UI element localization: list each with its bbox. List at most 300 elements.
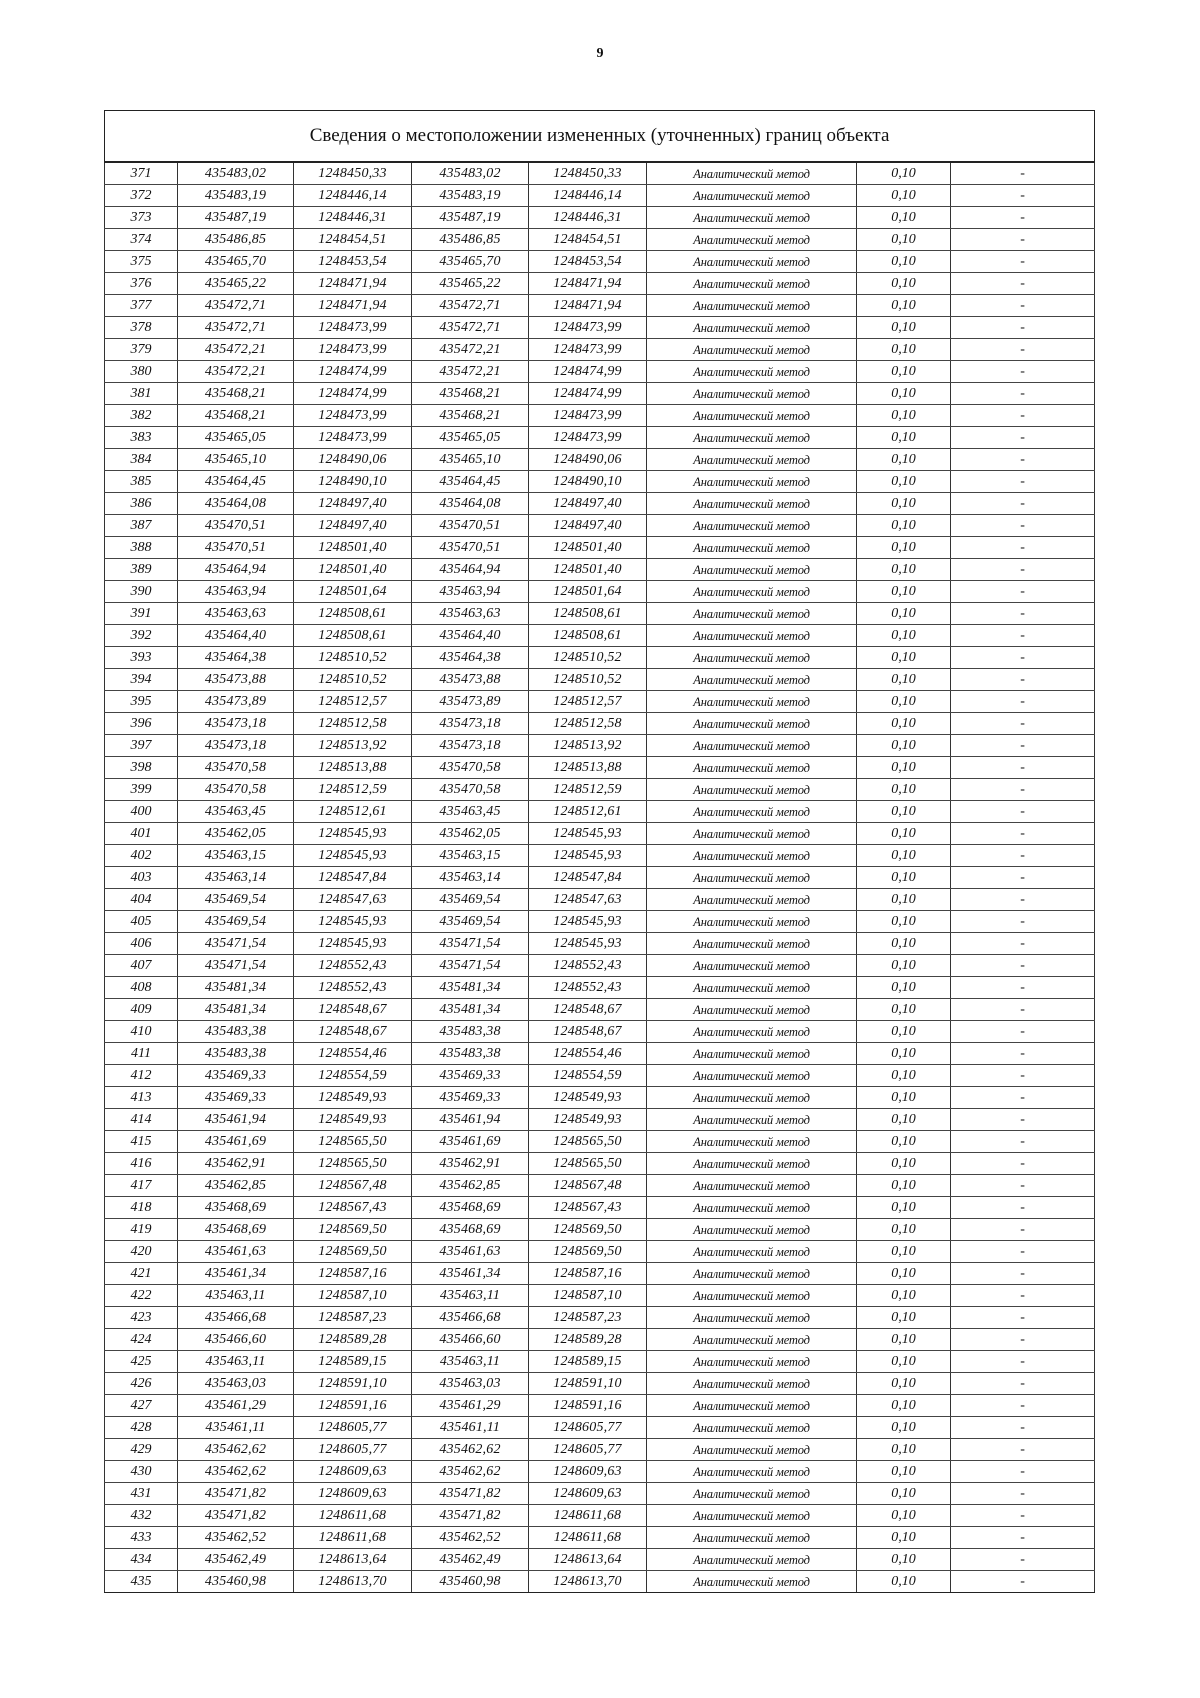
cell-y-new: 1248613,70: [529, 1571, 647, 1593]
cell-x-new: 435462,49: [412, 1549, 529, 1571]
table-row: [105, 1461, 1095, 1483]
cell-y-new: 1248497,40: [529, 493, 647, 515]
cell-method: Аналитический метод: [647, 933, 857, 955]
cell-x-existing: 435471,54: [178, 933, 294, 955]
cell-description: -: [951, 1109, 1095, 1131]
cell-accuracy: 0,10: [857, 889, 951, 911]
cell-method: Аналитический метод: [647, 1417, 857, 1439]
cell-y-new: 1248512,61: [529, 801, 647, 823]
table-row: [105, 1373, 1095, 1395]
cell-accuracy: 0,10: [857, 207, 951, 229]
cell-description: -: [951, 1197, 1095, 1219]
cell-x-new: 435465,70: [412, 251, 529, 273]
cell-accuracy: 0,10: [857, 691, 951, 713]
cell-description: -: [951, 977, 1095, 999]
cell-accuracy: 0,10: [857, 405, 951, 427]
cell-y-new: 1248508,61: [529, 625, 647, 647]
cell-method: Аналитический метод: [647, 1109, 857, 1131]
cell-x-existing: 435464,38: [178, 647, 294, 669]
cell-x-new: 435471,82: [412, 1505, 529, 1527]
cell-point-number: 372: [105, 185, 178, 207]
cell-y-new: 1248471,94: [529, 273, 647, 295]
cell-y-new: 1248609,63: [529, 1461, 647, 1483]
cell-method: Аналитический метод: [647, 1131, 857, 1153]
cell-point-number: 380: [105, 361, 178, 383]
cell-x-existing: 435461,11: [178, 1417, 294, 1439]
cell-point-number: 398: [105, 757, 178, 779]
cell-y-new: 1248490,06: [529, 449, 647, 471]
cell-x-new: 435483,02: [412, 162, 529, 185]
cell-accuracy: 0,10: [857, 1043, 951, 1065]
cell-y-new: 1248611,68: [529, 1527, 647, 1549]
cell-description: -: [951, 889, 1095, 911]
cell-point-number: 373: [105, 207, 178, 229]
cell-method: Аналитический метод: [647, 1285, 857, 1307]
cell-method: Аналитический метод: [647, 405, 857, 427]
cell-description: -: [951, 1087, 1095, 1109]
cell-x-new: 435486,85: [412, 229, 529, 251]
cell-y-new: 1248508,61: [529, 603, 647, 625]
cell-x-existing: 435463,94: [178, 581, 294, 603]
cell-y-new: 1248569,50: [529, 1219, 647, 1241]
cell-point-number: 388: [105, 537, 178, 559]
cell-x-new: 435469,33: [412, 1065, 529, 1087]
cell-y-new: 1248547,63: [529, 889, 647, 911]
cell-method: Аналитический метод: [647, 1395, 857, 1417]
cell-description: -: [951, 647, 1095, 669]
cell-x-new: 435468,21: [412, 383, 529, 405]
cell-y-existing: 1248454,51: [294, 229, 412, 251]
cell-x-existing: 435465,70: [178, 251, 294, 273]
table-row: [105, 713, 1095, 735]
cell-description: -: [951, 1131, 1095, 1153]
cell-x-existing: 435471,82: [178, 1483, 294, 1505]
cell-accuracy: 0,10: [857, 933, 951, 955]
cell-accuracy: 0,10: [857, 845, 951, 867]
cell-x-existing: 435483,38: [178, 1021, 294, 1043]
table-row: [105, 339, 1095, 361]
cell-accuracy: 0,10: [857, 493, 951, 515]
cell-x-new: 435471,54: [412, 933, 529, 955]
cell-description: -: [951, 1329, 1095, 1351]
cell-x-new: 435466,68: [412, 1307, 529, 1329]
cell-x-existing: 435483,19: [178, 185, 294, 207]
cell-method: Аналитический метод: [647, 845, 857, 867]
cell-x-existing: 435463,14: [178, 867, 294, 889]
cell-method: Аналитический метод: [647, 1263, 857, 1285]
cell-method: Аналитический метод: [647, 559, 857, 581]
table-row: [105, 207, 1095, 229]
table-row: [105, 867, 1095, 889]
cell-y-new: 1248591,10: [529, 1373, 647, 1395]
table-row: [105, 581, 1095, 603]
cell-point-number: 385: [105, 471, 178, 493]
cell-y-existing: 1248471,94: [294, 295, 412, 317]
cell-x-existing: 435462,05: [178, 823, 294, 845]
cell-x-new: 435463,03: [412, 1373, 529, 1395]
cell-y-new: 1248587,10: [529, 1285, 647, 1307]
cell-method: Аналитический метод: [647, 1439, 857, 1461]
cell-method: Аналитический метод: [647, 1351, 857, 1373]
cell-y-new: 1248473,99: [529, 427, 647, 449]
cell-x-new: 435464,94: [412, 559, 529, 581]
cell-x-existing: 435462,49: [178, 1549, 294, 1571]
cell-accuracy: 0,10: [857, 713, 951, 735]
table-row: [105, 1549, 1095, 1571]
cell-description: -: [951, 493, 1095, 515]
cell-y-existing: 1248549,93: [294, 1109, 412, 1131]
cell-description: -: [951, 1153, 1095, 1175]
cell-x-existing: 435470,58: [178, 757, 294, 779]
cell-description: -: [951, 1461, 1095, 1483]
cell-point-number: 389: [105, 559, 178, 581]
cell-x-new: 435463,11: [412, 1351, 529, 1373]
cell-point-number: 393: [105, 647, 178, 669]
cell-description: -: [951, 1395, 1095, 1417]
cell-point-number: 374: [105, 229, 178, 251]
cell-y-existing: 1248545,93: [294, 933, 412, 955]
cell-x-new: 435461,69: [412, 1131, 529, 1153]
cell-method: Аналитический метод: [647, 162, 857, 185]
cell-method: Аналитический метод: [647, 977, 857, 999]
cell-y-existing: 1248569,50: [294, 1241, 412, 1263]
cell-accuracy: 0,10: [857, 1395, 951, 1417]
cell-method: Аналитический метод: [647, 207, 857, 229]
table-row: [105, 1021, 1095, 1043]
cell-x-existing: 435468,21: [178, 383, 294, 405]
cell-y-existing: 1248591,16: [294, 1395, 412, 1417]
table-header-row: [105, 111, 1095, 163]
cell-description: -: [951, 361, 1095, 383]
cell-y-new: 1248545,93: [529, 845, 647, 867]
cell-y-existing: 1248613,70: [294, 1571, 412, 1593]
cell-point-number: 406: [105, 933, 178, 955]
cell-x-existing: 435481,34: [178, 999, 294, 1021]
cell-method: Аналитический метод: [647, 889, 857, 911]
table-row: [105, 889, 1095, 911]
table-row: [105, 537, 1095, 559]
boundary-coordinates-table: [104, 110, 1095, 1593]
cell-description: -: [951, 229, 1095, 251]
cell-x-new: 435472,21: [412, 339, 529, 361]
cell-accuracy: 0,10: [857, 1505, 951, 1527]
cell-x-new: 435468,69: [412, 1219, 529, 1241]
cell-method: Аналитический метод: [647, 1021, 857, 1043]
cell-method: Аналитический метод: [647, 185, 857, 207]
table-row: [105, 1065, 1095, 1087]
cell-x-new: 435465,10: [412, 449, 529, 471]
cell-y-new: 1248513,88: [529, 757, 647, 779]
cell-point-number: 413: [105, 1087, 178, 1109]
cell-y-existing: 1248565,50: [294, 1153, 412, 1175]
cell-point-number: 378: [105, 317, 178, 339]
cell-y-existing: 1248611,68: [294, 1505, 412, 1527]
table-row: [105, 999, 1095, 1021]
cell-y-existing: 1248497,40: [294, 493, 412, 515]
cell-method: Аналитический метод: [647, 427, 857, 449]
cell-x-new: 435464,08: [412, 493, 529, 515]
cell-description: -: [951, 1065, 1095, 1087]
table-row: [105, 757, 1095, 779]
table-row: [105, 801, 1095, 823]
cell-x-existing: 435486,85: [178, 229, 294, 251]
cell-x-existing: 435473,18: [178, 735, 294, 757]
cell-accuracy: 0,10: [857, 647, 951, 669]
cell-point-number: 416: [105, 1153, 178, 1175]
table-row: [105, 845, 1095, 867]
cell-y-existing: 1248512,59: [294, 779, 412, 801]
table-row: [105, 1571, 1095, 1593]
cell-method: Аналитический метод: [647, 317, 857, 339]
table-row: [105, 669, 1095, 691]
cell-method: Аналитический метод: [647, 999, 857, 1021]
cell-accuracy: 0,10: [857, 515, 951, 537]
cell-point-number: 392: [105, 625, 178, 647]
cell-point-number: 387: [105, 515, 178, 537]
cell-point-number: 397: [105, 735, 178, 757]
table-row: [105, 1109, 1095, 1131]
cell-x-existing: 435460,98: [178, 1571, 294, 1593]
cell-point-number: 414: [105, 1109, 178, 1131]
cell-point-number: 402: [105, 845, 178, 867]
cell-accuracy: 0,10: [857, 383, 951, 405]
table-row: [105, 691, 1095, 713]
cell-x-existing: 435472,21: [178, 361, 294, 383]
cell-x-new: 435468,21: [412, 405, 529, 427]
cell-point-number: 422: [105, 1285, 178, 1307]
cell-point-number: 429: [105, 1439, 178, 1461]
cell-y-existing: 1248591,10: [294, 1373, 412, 1395]
cell-accuracy: 0,10: [857, 361, 951, 383]
cell-accuracy: 0,10: [857, 1461, 951, 1483]
cell-accuracy: 0,10: [857, 1351, 951, 1373]
cell-y-existing: 1248450,33: [294, 162, 412, 185]
cell-x-new: 435463,14: [412, 867, 529, 889]
cell-method: Аналитический метод: [647, 757, 857, 779]
cell-x-existing: 435464,45: [178, 471, 294, 493]
cell-y-new: 1248552,43: [529, 955, 647, 977]
cell-x-new: 435470,58: [412, 779, 529, 801]
cell-x-new: 435483,19: [412, 185, 529, 207]
cell-point-number: 401: [105, 823, 178, 845]
cell-method: Аналитический метод: [647, 691, 857, 713]
cell-accuracy: 0,10: [857, 185, 951, 207]
cell-x-new: 435465,22: [412, 273, 529, 295]
table-row: [105, 823, 1095, 845]
cell-y-new: 1248567,43: [529, 1197, 647, 1219]
cell-accuracy: 0,10: [857, 162, 951, 185]
cell-y-new: 1248510,52: [529, 669, 647, 691]
table-row: [105, 1505, 1095, 1527]
cell-description: -: [951, 867, 1095, 889]
cell-point-number: 379: [105, 339, 178, 361]
cell-point-number: 427: [105, 1395, 178, 1417]
cell-accuracy: 0,10: [857, 273, 951, 295]
cell-method: Аналитический метод: [647, 515, 857, 537]
cell-y-existing: 1248567,48: [294, 1175, 412, 1197]
cell-x-new: 435463,45: [412, 801, 529, 823]
cell-y-new: 1248554,59: [529, 1065, 647, 1087]
cell-description: -: [951, 1373, 1095, 1395]
cell-y-new: 1248565,50: [529, 1153, 647, 1175]
table-row: [105, 1043, 1095, 1065]
cell-y-existing: 1248552,43: [294, 977, 412, 999]
cell-description: -: [951, 1043, 1095, 1065]
cell-method: Аналитический метод: [647, 581, 857, 603]
cell-accuracy: 0,10: [857, 1087, 951, 1109]
cell-y-existing: 1248474,99: [294, 361, 412, 383]
cell-description: -: [951, 162, 1095, 185]
cell-point-number: 417: [105, 1175, 178, 1197]
cell-y-new: 1248501,40: [529, 559, 647, 581]
cell-point-number: 426: [105, 1373, 178, 1395]
cell-y-existing: 1248474,99: [294, 383, 412, 405]
cell-method: Аналитический метод: [647, 647, 857, 669]
cell-description: -: [951, 911, 1095, 933]
table-row: [105, 185, 1095, 207]
table-row: [105, 295, 1095, 317]
cell-y-existing: 1248512,57: [294, 691, 412, 713]
cell-x-new: 435464,40: [412, 625, 529, 647]
cell-x-existing: 435463,63: [178, 603, 294, 625]
cell-y-existing: 1248605,77: [294, 1439, 412, 1461]
table-row: [105, 229, 1095, 251]
cell-x-existing: 435471,82: [178, 1505, 294, 1527]
cell-y-existing: 1248473,99: [294, 405, 412, 427]
cell-description: -: [951, 603, 1095, 625]
cell-y-existing: 1248497,40: [294, 515, 412, 537]
cell-x-existing: 435469,54: [178, 911, 294, 933]
cell-y-new: 1248510,52: [529, 647, 647, 669]
cell-y-existing: 1248446,31: [294, 207, 412, 229]
cell-accuracy: 0,10: [857, 1417, 951, 1439]
cell-x-existing: 435487,19: [178, 207, 294, 229]
table-row: [105, 1329, 1095, 1351]
cell-accuracy: 0,10: [857, 735, 951, 757]
table-row: [105, 647, 1095, 669]
cell-method: Аналитический метод: [647, 603, 857, 625]
cell-accuracy: 0,10: [857, 1527, 951, 1549]
cell-point-number: 415: [105, 1131, 178, 1153]
cell-description: -: [951, 1175, 1095, 1197]
table-row: [105, 405, 1095, 427]
cell-y-new: 1248591,16: [529, 1395, 647, 1417]
cell-x-new: 435461,29: [412, 1395, 529, 1417]
cell-x-new: 435461,94: [412, 1109, 529, 1131]
cell-description: -: [951, 1549, 1095, 1571]
cell-method: Аналитический метод: [647, 361, 857, 383]
cell-accuracy: 0,10: [857, 1483, 951, 1505]
cell-y-existing: 1248510,52: [294, 647, 412, 669]
cell-x-existing: 435470,51: [178, 515, 294, 537]
cell-x-new: 435462,62: [412, 1439, 529, 1461]
cell-x-existing: 435466,60: [178, 1329, 294, 1351]
cell-y-existing: 1248473,99: [294, 427, 412, 449]
cell-y-existing: 1248471,94: [294, 273, 412, 295]
cell-point-number: 375: [105, 251, 178, 273]
table-row: [105, 1241, 1095, 1263]
cell-x-new: 435469,33: [412, 1087, 529, 1109]
table-row: [105, 933, 1095, 955]
cell-x-existing: 435469,54: [178, 889, 294, 911]
table-row: [105, 361, 1095, 383]
table-row: [105, 1395, 1095, 1417]
table-row: [105, 1527, 1095, 1549]
cell-method: Аналитический метод: [647, 867, 857, 889]
cell-x-existing: 435462,91: [178, 1153, 294, 1175]
cell-description: -: [951, 845, 1095, 867]
table-row: [105, 1263, 1095, 1285]
cell-x-new: 435483,38: [412, 1043, 529, 1065]
cell-y-existing: 1248587,10: [294, 1285, 412, 1307]
cell-description: -: [951, 383, 1095, 405]
table-row: [105, 625, 1095, 647]
cell-y-new: 1248497,40: [529, 515, 647, 537]
table-row: [105, 735, 1095, 757]
cell-point-number: 394: [105, 669, 178, 691]
cell-method: Аналитический метод: [647, 1175, 857, 1197]
cell-y-existing: 1248569,50: [294, 1219, 412, 1241]
cell-description: -: [951, 779, 1095, 801]
cell-y-new: 1248474,99: [529, 383, 647, 405]
cell-accuracy: 0,10: [857, 1109, 951, 1131]
cell-accuracy: 0,10: [857, 1219, 951, 1241]
table-row: [105, 1483, 1095, 1505]
cell-point-number: 390: [105, 581, 178, 603]
cell-method: Аналитический метод: [647, 735, 857, 757]
cell-x-new: 435481,34: [412, 977, 529, 999]
cell-accuracy: 0,10: [857, 1065, 951, 1087]
cell-y-new: 1248611,68: [529, 1505, 647, 1527]
cell-point-number: 409: [105, 999, 178, 1021]
cell-description: -: [951, 1241, 1095, 1263]
cell-accuracy: 0,10: [857, 317, 951, 339]
cell-description: -: [951, 1417, 1095, 1439]
cell-description: -: [951, 1505, 1095, 1527]
table-row: [105, 471, 1095, 493]
cell-accuracy: 0,10: [857, 1549, 951, 1571]
cell-accuracy: 0,10: [857, 669, 951, 691]
cell-point-number: 423: [105, 1307, 178, 1329]
cell-y-new: 1248490,10: [529, 471, 647, 493]
cell-point-number: 381: [105, 383, 178, 405]
table-row: [105, 1175, 1095, 1197]
cell-x-new: 435461,11: [412, 1417, 529, 1439]
cell-y-existing: 1248605,77: [294, 1417, 412, 1439]
cell-y-new: 1248545,93: [529, 823, 647, 845]
cell-x-new: 435469,54: [412, 889, 529, 911]
cell-point-number: 412: [105, 1065, 178, 1087]
cell-x-existing: 435466,68: [178, 1307, 294, 1329]
cell-description: -: [951, 581, 1095, 603]
cell-x-new: 435473,89: [412, 691, 529, 713]
cell-point-number: 434: [105, 1549, 178, 1571]
cell-point-number: 377: [105, 295, 178, 317]
cell-description: -: [951, 801, 1095, 823]
cell-description: -: [951, 449, 1095, 471]
cell-y-existing: 1248510,52: [294, 669, 412, 691]
cell-description: -: [951, 471, 1095, 493]
cell-x-existing: 435468,69: [178, 1197, 294, 1219]
cell-accuracy: 0,10: [857, 603, 951, 625]
table-row: [105, 779, 1095, 801]
cell-accuracy: 0,10: [857, 1329, 951, 1351]
cell-y-new: 1248473,99: [529, 317, 647, 339]
cell-x-existing: 435468,69: [178, 1219, 294, 1241]
table-row: [105, 1417, 1095, 1439]
cell-method: Аналитический метод: [647, 1571, 857, 1593]
cell-point-number: 435: [105, 1571, 178, 1593]
